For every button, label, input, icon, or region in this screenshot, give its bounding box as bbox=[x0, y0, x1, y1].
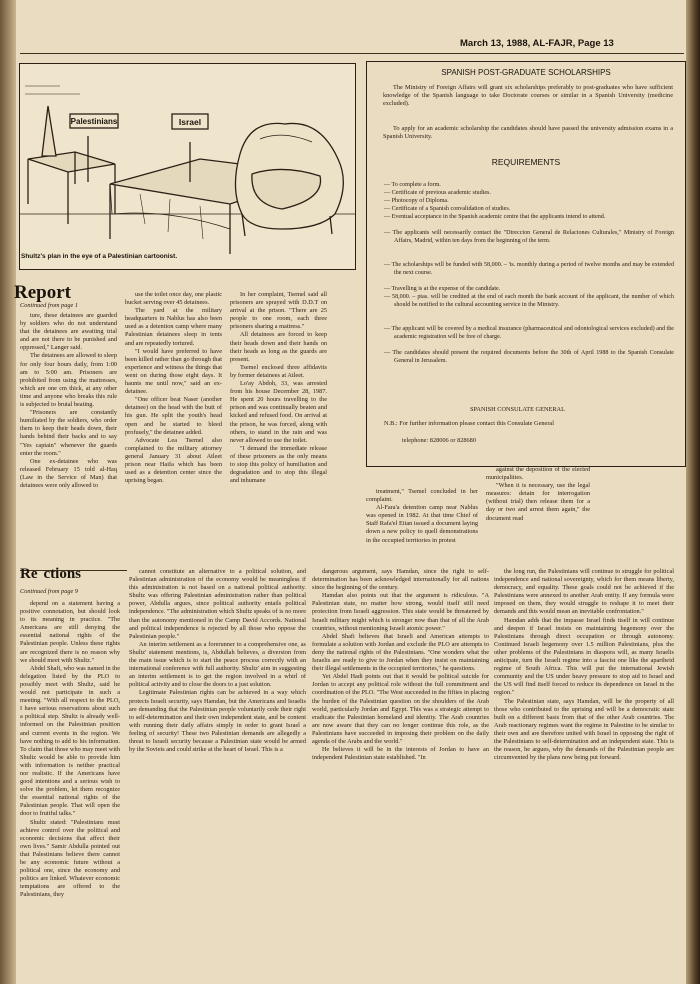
paragraph: Shultz stated: "Palestinians must achieve control over the political and economic decisions that affect their own lives." Samir Abdulla pointed out that Palestinians believe there cannot be any economic future without a political one, since the economy and politics are linked. Whatever economic temptations are offered to the Palestinians, they bbox=[20, 818, 120, 899]
report-column-4 bbox=[366, 488, 478, 568]
paragraph: "When it is necessary, use the legal measures: detain for interrogation (without trial) then release them for a day or two and arrest them again," the document read bbox=[486, 482, 590, 522]
paragraph: Legitimate Palestinian rights can be achieved in a way which protects Israeli security, says Hamdan, but the Americans and Israelis are demanding that the Palestinian people voluntarily cede their right to self-determination and their own independent state, and be content with running their daily affairs simply in order to grant Israel a feeling of security! These two Palestinian demands are allegedly a threat to Israeli security because a Palestinian state would be armed by the Soviets and could strike at the heart of Israel. This is a bbox=[129, 689, 306, 754]
paragraph: ture, these detainees are guarded by soldiers who do not understand that the detainees are awaiting trial and are not there to be punished and oppressed," Langer said. bbox=[20, 312, 117, 352]
paragraph: Tsemel enclosed three affidavits by former detainees at Atleet. bbox=[230, 363, 327, 379]
paragraph: The detainees are allowed to sleep for only four hours daily, from 1:00 am to 5:00 am. Prisoners are prohibited from using the mattresses, which are one cm thick, at any other time and anyone who breaks this rule is subjected to brutal beating. bbox=[20, 352, 117, 409]
scholarships-intro: The Ministry of Foreign Affairs will grant six scholarships preferably to post-graduates who have sufficient knowledge of the Spanish language to take Doctorate courses or similar in a Spanish University (medicine excluded). bbox=[383, 84, 673, 108]
paragraph: "I would have preferred to have been killed rather than go through that experience and witness the things that went on during those eight days. It haunts me until now," said an ex-detainee. bbox=[125, 347, 222, 396]
report-headline: Report bbox=[14, 282, 71, 303]
reactions-column-2 bbox=[129, 568, 306, 976]
reactions-headline-end: ctions bbox=[43, 566, 81, 582]
paragraph: "One officer beat Naser (another detainee) on the head with the butt of his gun. He split the youth's head open and he started to bleed profusely," the detainee added. bbox=[125, 396, 222, 436]
cartoon-caption: Shultz's plan in the eye of a Palestinian cartoonist. bbox=[21, 253, 178, 260]
paragraph: An interim settlement as a forerunner to a comprehensive one, as Shultz' statement mentions, is, Abdullah believes, a diversion from the main issue which is to start the peace process correctly with an international conference with full authority. Shultz' aim in suggesting an interim settlement is to get the region involved in a whirl of political activity and to close the doors to a just solution. bbox=[129, 640, 306, 689]
paragraph: Lo'ay Abdoh, 33, was arrested from his house December 28, 1987. He spent 20 hours travelling to the prison and was continually beaten and kicked and refused food. On arrival at the prison, he was forced, along with others, to stand in the rain and was never allowed to use the toilet. bbox=[230, 380, 327, 444]
reactions-headline-start: Re bbox=[20, 566, 38, 582]
reactions-column-1 bbox=[20, 600, 120, 976]
requirement-item: — Certificate of a Spanish convalidation of studies. bbox=[384, 206, 511, 212]
paragraph: cannot constitute an alternative to a political solution, and Palestinian administration of the economy would be meaningless if this administration is not based on a national political authority. Shultz was offering Palestinian administration rather than political power, Abdulla argues, since political authority entails political independence. "The administration which Shultz speaks of is no more than the autonomy mentioned in the Camp David Accords. National and political independence is rejected by all those who oppose the Palestinian people." bbox=[129, 568, 306, 640]
requirement-item: — Travelling is at the expense of the candidate. bbox=[384, 286, 501, 292]
paragraph: Al-Fara'a detention camp near Nablus was opened in 1982. At that time Chief of Staff Rafa'el Eitan issued a document laying down a new policy to quell demonstrations in the occupied territories in protest bbox=[366, 504, 478, 544]
requirement-item: — Eventual acceptance in the Spanish academic centre that the applicants intend to attend. bbox=[384, 214, 606, 220]
requirement-item: — Certificate of previous academic studies. bbox=[384, 190, 491, 196]
paragraph: Yet Abdel Hadi points out that it would be political suicide for Jordan to accept any political role without the full commitment and coordination of the PLO. "The West succeeded in the fifties in placing the burden of the Palestinian question on the shoulders of the Arab world, particularly Jordan and Egypt. This was a strategic attempt to eradicate the Palestinian homeland and identity. The Arab countries are now aware that they can no longer continue this role, as the Palestinians have succeeded in imposing their problem on the daily agenda of the Arabs and the world." bbox=[312, 673, 489, 745]
requirement-item: — The applicants will necessarily contact the "Direccion General de Relaciones Culturales," Ministry of Foreign Affairs, Madrid, within ten days from the beginning of the term. bbox=[384, 230, 674, 244]
paragraph: "Prisoners are constantly humiliated by the soldiers, who order them to keep their heads down, their hands behind their backs and to say "Yes captain" whenever the guards enter the room." bbox=[20, 409, 117, 457]
paragraph: Advocate Lea Tsemel also complained to the military attorney general January 31 about Atleet prison near Haifa which has been used as a detention center since the uprising began. bbox=[125, 436, 222, 485]
requirement-item: — The applicant will be covered by a medical insurance (pharmaceutical and odontological services excluded) and the academic registration will be free of charge. bbox=[384, 326, 674, 340]
requirement-item: — Photocopy of Diploma. bbox=[384, 198, 449, 204]
scholarships-title: SPANISH POST-GRADUATE SCHOLARSHIPS bbox=[441, 68, 611, 77]
paragraph: The yard at the military headquarters in Nablus has also been used as a detention camp where many Palestinian detainees sleep in tents and are repeatedly tortured. bbox=[125, 307, 222, 347]
reactions-column-4 bbox=[494, 568, 674, 976]
report-column-3 bbox=[230, 291, 327, 568]
paragraph: Hamdan adds that the impasse Israel finds itself in will continue and deepen if Israel insists on maintaining hegemony over the Palestinians through direct occupation or through autonomy. Continued Israeli hegemony over 1.5 million Palestinians, plus the other problems of the Palestinians in diaspora will, as many Israelis anticipate, turn the Israeli regime into a fascist one like the apartheid regime of South Africa. This will put the international Jewish community and the US under heavy pressure to stop aid to Israel and the US will find itself forced to reduce its dependence on Israel in the region." bbox=[494, 616, 674, 697]
requirement-item: — The candidates should present the required documents before the 30th of April 1988 to the Spanish Consulate General in Jerusalem. bbox=[384, 350, 674, 364]
report-continued: Continued from page 1 bbox=[20, 302, 79, 309]
requirements-title: REQUIREMENTS bbox=[491, 157, 561, 167]
paragraph: One ex-detainee who was released February 15 told al-Haq (Law in the Service of Man) that detainees were only allowed to bbox=[20, 457, 117, 489]
paragraph: The Palestinian state, says Hamdan, will be the property of all those who contributed to the uprising and will be a democratic state built on a different basis from that of the other Arab countries. The Arab reactionary regimes want the regime in Palestine to be similar to their own and are therefore united with Israel in opposing the right of the Palestinians to self-determination and an independent state. This is the reason, he argues, why the demands of the Palestinian people are circumvented by the plans now being put forward. bbox=[494, 697, 674, 762]
paragraph: use the toilet once day, one plastic bucket serving over 45 detainees. bbox=[125, 291, 222, 307]
page-header: March 13, 1988, AL-FAJR, Page 13 bbox=[460, 38, 614, 49]
consulate-signature: SPANISH CONSULATE GENERAL bbox=[470, 406, 565, 413]
paragraph: dangerous argument, says Hamdan, since the right to self-determination has been acknowledged internationally for all nations since the beginning of the century. bbox=[312, 568, 489, 592]
page-edge bbox=[686, 0, 700, 984]
sign-israel: Israel bbox=[178, 117, 202, 127]
reactions-headline bbox=[20, 566, 81, 583]
report-column-2 bbox=[125, 291, 222, 568]
header-rule bbox=[20, 53, 684, 54]
paragraph: treatment," Tsemel concluded in her complaint. bbox=[366, 488, 478, 504]
paragraph: Abdel Shafi, who was named in the delegation listed by the PLO to possibly meet with Shultz, said he would not participate in such a meeting. "With all respect to the PLO, I have serious reservations about such a political step. Shultz is already well-informed on the Palestinian position and current events in the region. We have nothing to add to his information. To claim that those who may meet with Shultz would be able to provide him with information is neither practical nor realistic. If the Americans have good intentions and a serious wish to solve the problem, let them recognize the essential national rights of the Palestinian people. That will open the door to fruitful talks." bbox=[20, 664, 120, 818]
report-column-1 bbox=[20, 312, 117, 568]
telephone-numbers: telephone: 828006 or 828680 bbox=[402, 437, 476, 444]
paragraph: "I demand the immediate release of these prisoners as the only means to stop this policy of humiliation and degradation and to stop this illegal and inhumane bbox=[230, 444, 327, 485]
paragraph: He believes it will be in the interests of Jordan to have an independent Palestinian state established. "In bbox=[312, 746, 489, 762]
report-column-5 bbox=[486, 466, 590, 568]
requirement-item: — 58,000. – ptas. will be credited at the end of each month the bank account of the applicant, the number of which should be notified to the cultural accounting service in the Ministry. bbox=[384, 294, 674, 308]
nb-note: N.B.: For further information please contact this Consulate General bbox=[384, 420, 554, 427]
paragraph: depend on a statement having a positive connotation, but should look to its meaning in practice. "The Americans are still denying the essential national rights of the Palestinian people. Unless these rights are recognized there is no reason why we should meet with Shultz." bbox=[20, 600, 120, 664]
paragraph: All detainees are forced to keep their heads down and their hands on their heads as long as the guards are present. bbox=[230, 331, 327, 363]
reactions-continued: Continued from page 9 bbox=[20, 588, 79, 595]
reactions-column-3 bbox=[312, 568, 489, 976]
requirement-item: — The scholarships will be funded with 58,000. – 'ts. monthly during a period of twelve months and may be extended the next course. bbox=[384, 262, 674, 276]
paragraph: against the deposition of the elected municipalities. bbox=[486, 466, 590, 482]
requirement-item: — To complete a form. bbox=[384, 182, 441, 188]
paragraph: Hamdan also points out that the argument is ridiculous. "A Palestinian state, no matter how strong, would itself still need protection from Israeli aggression. This state would be threatened by Israeli military might which is stronger now than that of all the Arab countries, without mentioning Israeli atomic power." bbox=[312, 592, 489, 632]
scholarships-apply: To apply for an academic scholarship the candidates should have passed the university admission exams in a Spanish University. bbox=[383, 125, 673, 141]
paragraph: In her complaint, Tsemel said all prisoners are sprayed with D.D.T on arrival at the prison. "There are 25 people to one room, each three prisoners sharing a mattress." bbox=[230, 291, 327, 331]
paragraph: Abdel Shafi believes that Israeli and American attempts to formulate a solution with Jordan and exclude the PLO are attempts to deny the national rights of the Palestinians. "One wonders what the Israelis are ready to give to Jordan when they insist on maintaining their illegal settlements in the occupied territories," he questions. bbox=[312, 632, 489, 673]
sign-palestinians: Palestinians bbox=[70, 117, 118, 126]
paragraph: the long run, the Palestinians will continue to struggle for political independence and national sovereignty, which for them means liberty, democracy, and equality. These goals could not be achieved if the Palestinians were annexed to another Arab entity. If any formula were imposed on them, they would struggle to reshape it to meet their demands and this would mean an inevitable confrontation." bbox=[494, 568, 674, 616]
cartoon-drawing bbox=[20, 64, 355, 269]
binding-edge bbox=[0, 0, 16, 984]
cartoon-figure bbox=[19, 63, 356, 270]
